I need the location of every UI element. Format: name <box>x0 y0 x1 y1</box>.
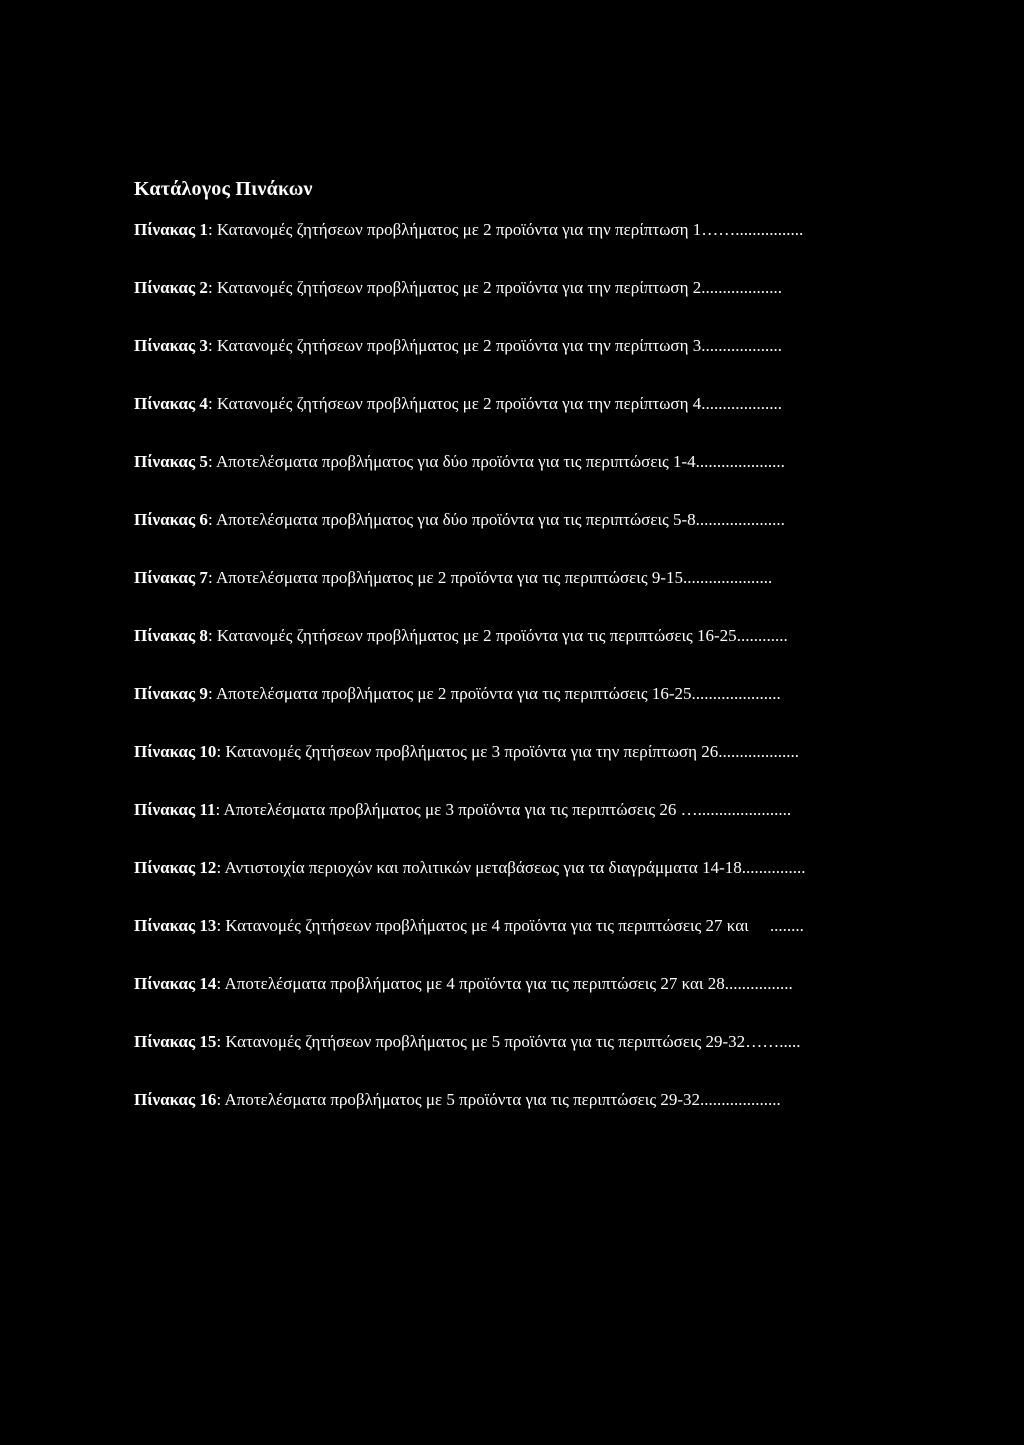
toc-entry-label: Πίνακας 15 <box>134 1032 217 1051</box>
toc-entry-label: Πίνακας 13 <box>134 916 217 935</box>
toc-entry <box>134 973 934 1031</box>
toc-entry-title: Κατανομές ζητήσεων προβλήματος με 2 προϊόντα για την περίπτωση 1 <box>216 220 702 239</box>
toc-entry-colon: : <box>207 452 216 471</box>
toc-entry <box>134 683 934 741</box>
toc-entry-leader: ................ <box>724 974 793 993</box>
toc-entry <box>134 915 934 973</box>
toc-entry-label: Πίνακας 11 <box>134 800 216 819</box>
toc-entry <box>134 393 934 451</box>
toc-entry-label: Πίνακας 1 <box>134 220 208 239</box>
toc-entry-label: Πίνακας 2 <box>134 278 208 297</box>
toc-entry-label: Πίνακας 5 <box>134 452 208 471</box>
toc-entry-colon: : <box>216 858 225 877</box>
toc-entry-leader: ............ <box>736 626 788 645</box>
toc-entry-leader: ................... <box>701 394 782 413</box>
toc-entry-label: Πίνακας 4 <box>134 394 208 413</box>
toc-entry-colon: : <box>207 568 216 587</box>
toc-entry-leader: ..................... <box>695 510 785 529</box>
toc-entry <box>134 1031 934 1089</box>
toc-entry-label: Πίνακας 12 <box>134 858 217 877</box>
toc-entry-label: Πίνακας 7 <box>134 568 208 587</box>
toc-entry-label: Πίνακας 16 <box>134 1090 217 1109</box>
toc-entry-leader: …...................... <box>676 800 792 819</box>
toc-entry <box>134 335 934 393</box>
toc-entry-colon: : <box>215 800 224 819</box>
toc-entry-colon: : <box>207 684 216 703</box>
toc-entry-label: Πίνακας 10 <box>134 742 217 761</box>
toc-entry <box>134 741 934 799</box>
toc-entry-title: Αντιστοιχία περιοχών και πολιτικών μεταβάσεως για τα διαγράμματα 14-18 <box>224 858 742 877</box>
toc-entry-title: Κατανομές ζητήσεων προβλήματος με 2 προϊόντα για την περίπτωση 4 <box>216 394 702 413</box>
toc-entry-leader: ................... <box>718 742 799 761</box>
toc-entry-title: Αποτελέσματα προβλήματος για δύο προϊόντα για τις περιπτώσεις 1-4 <box>215 452 696 471</box>
toc-entry-leader: ..................... <box>683 568 773 587</box>
toc-entry <box>134 799 934 857</box>
toc-entry <box>134 509 934 567</box>
toc-entry-title: Κατανομές ζητήσεων προβλήματος με 2 προϊόντα για την περίπτωση 2 <box>216 278 702 297</box>
toc-entry-colon: : <box>216 742 226 761</box>
toc-entry-leader: ................... <box>700 1090 781 1109</box>
toc-entry-colon: : <box>216 1032 226 1051</box>
toc-entry-title: Αποτελέσματα προβλήματος με 2 προϊόντα για τις περιπτώσεις 16-25 <box>215 684 692 703</box>
toc-entry-title: Κατανομές ζητήσεων προβλήματος με 2 προϊόντα για την περίπτωση 3 <box>216 336 702 355</box>
toc-entry-label: Πίνακας 14 <box>134 974 217 993</box>
toc-entry <box>134 277 934 335</box>
toc-entry-title: Αποτελέσματα προβλήματος με 4 προϊόντα για τις περιπτώσεις 27 και 28 <box>224 974 725 993</box>
toc-entry-leader: ................... <box>701 278 782 297</box>
toc-entry-title: Αποτελέσματα προβλήματος με 2 προϊόντα για τις περιπτώσεις 9-15 <box>215 568 684 587</box>
toc-entry-colon: : <box>207 220 217 239</box>
toc-entry <box>134 1089 934 1147</box>
toc-entry-colon: : <box>207 510 216 529</box>
toc-entry-label: Πίνακας 3 <box>134 336 208 355</box>
toc-entry <box>134 567 934 625</box>
toc-entry-colon: : <box>216 974 225 993</box>
toc-entry-leader: ..................... <box>691 684 781 703</box>
toc-entry-leader: ................... <box>701 336 782 355</box>
toc-heading: Κατάλογος Πινάκων <box>134 178 313 200</box>
toc-entry-colon: : <box>207 278 217 297</box>
toc-entry-title: Αποτελέσματα προβλήματος με 5 προϊόντα για τις περιπτώσεις 29-32 <box>224 1090 701 1109</box>
toc-entry <box>134 625 934 683</box>
toc-entry-title: Κατανομές ζητήσεων προβλήματος με 4 προϊόντα για τις περιπτώσεις 27 και <box>225 916 749 935</box>
toc-entry <box>134 219 934 277</box>
toc-entry <box>134 857 934 915</box>
toc-list <box>134 219 934 1147</box>
toc-entry-title: Αποτελέσματα προβλήματος με 3 προϊόντα για τις περιπτώσεις 26 <box>223 800 677 819</box>
toc-entry-label: Πίνακας 8 <box>134 626 208 645</box>
toc-entry-colon: : <box>216 916 226 935</box>
toc-entry-title: Κατανομές ζητήσεων προβλήματος με 3 προϊόντα για την περίπτωση 26 <box>225 742 719 761</box>
toc-entry-title: Αποτελέσματα προβλήματος για δύο προϊόντα για τις περιπτώσεις 5-8 <box>215 510 696 529</box>
toc-entry-label: Πίνακας 9 <box>134 684 208 703</box>
toc-entry-colon: : <box>216 1090 225 1109</box>
toc-entry-colon: : <box>207 394 217 413</box>
toc-entry <box>134 451 934 509</box>
toc-entry-title: Κατανομές ζητήσεων προβλήματος με 2 προϊόντα για τις περιπτώσεις 16-25 <box>216 626 737 645</box>
toc-entry-leader: ..................... <box>695 452 785 471</box>
toc-entry-leader: ........ <box>748 916 804 935</box>
toc-entry-leader: ……................ <box>701 220 804 239</box>
toc-entry-leader: ............... <box>741 858 806 877</box>
toc-entry-leader: ……..... <box>745 1032 801 1051</box>
toc-entry-title: Κατανομές ζητήσεων προβλήματος με 5 προϊόντα για τις περιπτώσεις 29-32 <box>225 1032 746 1051</box>
toc-entry-colon: : <box>207 336 217 355</box>
toc-entry-label: Πίνακας 6 <box>134 510 208 529</box>
toc-entry-colon: : <box>207 626 217 645</box>
